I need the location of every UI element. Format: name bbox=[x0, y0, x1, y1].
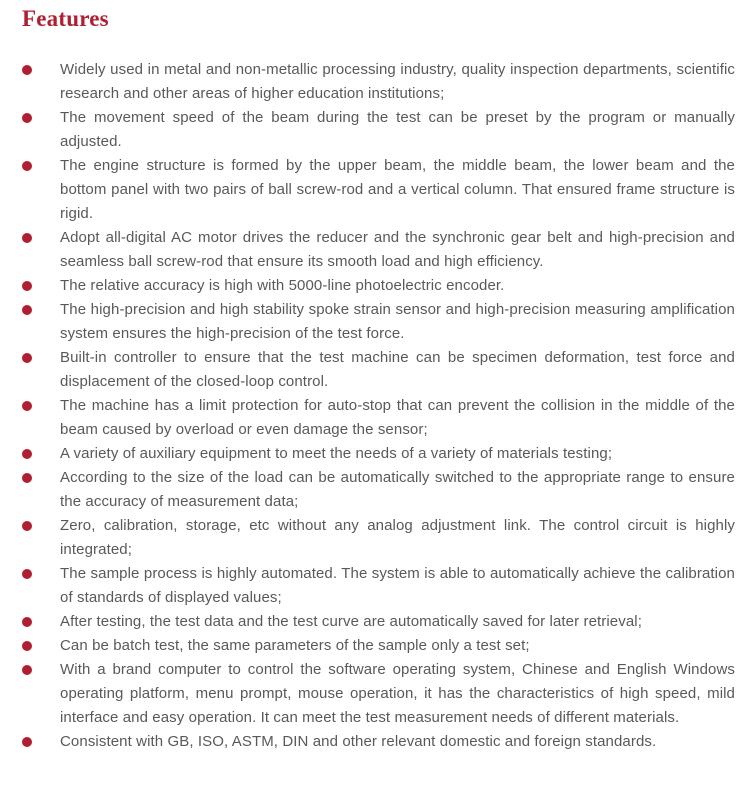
list-item bbox=[22, 226, 735, 274]
bullet-circle-icon bbox=[22, 65, 32, 75]
feature-text: With a brand computer to control the software operating system, Chinese and English Windows operating platform, menu prompt, mouse operation, it has the characteristics of high speed, mild interface and easy operation. It can meet the test measurement needs of different materials. bbox=[60, 661, 735, 726]
feature-text: After testing, the test data and the test curve are automatically saved for later retrieval; bbox=[60, 613, 642, 630]
bullet-circle-icon bbox=[22, 401, 32, 411]
list-item bbox=[22, 58, 735, 106]
feature-text: Can be batch test, the same parameters of the sample only a test set; bbox=[60, 637, 530, 654]
list-item bbox=[22, 442, 735, 466]
page-title: Features bbox=[22, 6, 109, 31]
list-item bbox=[22, 154, 735, 226]
bullet-circle-icon bbox=[22, 161, 32, 171]
bullet-circle-icon bbox=[22, 113, 32, 123]
list-item bbox=[22, 274, 735, 298]
list-item bbox=[22, 346, 735, 394]
list-item bbox=[22, 394, 735, 442]
list-item bbox=[22, 466, 735, 514]
bullet-circle-icon bbox=[22, 521, 32, 531]
bullet-circle-icon bbox=[22, 665, 32, 675]
feature-text: The sample process is highly automated. The system is able to automatically achieve the calibration of standards of displayed values; bbox=[60, 565, 735, 606]
bullet-circle-icon bbox=[22, 449, 32, 459]
bullet-circle-icon bbox=[22, 233, 32, 243]
feature-text: Zero, calibration, storage, etc without any analog adjustment link. The control circuit is highly integrated; bbox=[60, 517, 735, 558]
feature-text: The machine has a limit protection for auto-stop that can prevent the collision in the middle of the beam caused by overload or even damage the sensor; bbox=[60, 397, 735, 438]
bullet-circle-icon bbox=[22, 353, 32, 363]
list-item bbox=[22, 562, 735, 610]
list-item bbox=[22, 610, 735, 634]
feature-text: Adopt all-digital AC motor drives the reducer and the synchronic gear belt and high-precision and seamless ball screw-rod that ensure its smooth load and high efficiency. bbox=[60, 229, 735, 270]
feature-list bbox=[0, 58, 750, 754]
list-item bbox=[22, 106, 735, 154]
bullet-circle-icon bbox=[22, 737, 32, 747]
bullet-circle-icon bbox=[22, 473, 32, 483]
list-item bbox=[22, 514, 735, 562]
feature-text: A variety of auxiliary equipment to meet the needs of a variety of materials testing; bbox=[60, 445, 613, 462]
feature-text: The relative accuracy is high with 5000-line photoelectric encoder. bbox=[60, 277, 505, 294]
feature-text: Consistent with GB, ISO, ASTM, DIN and other relevant domestic and foreign standards. bbox=[60, 733, 657, 750]
bullet-circle-icon bbox=[22, 281, 32, 291]
list-item bbox=[22, 658, 735, 730]
bullet-circle-icon bbox=[22, 617, 32, 627]
feature-text: The engine structure is formed by the upper beam, the middle beam, the lower beam and the bottom panel with two pairs of ball screw-rod and a vertical column. That ensured frame structure is rigid. bbox=[60, 157, 735, 222]
feature-text: The high-precision and high stability spoke strain sensor and high-precision measuring amplification system ensures the high-precision of the test force. bbox=[60, 301, 735, 342]
bullet-circle-icon bbox=[22, 641, 32, 651]
list-item bbox=[22, 298, 735, 346]
bullet-circle-icon bbox=[22, 569, 32, 579]
feature-text: According to the size of the load can be automatically switched to the appropriate range to ensure the accuracy of measurement data; bbox=[60, 469, 735, 510]
bullet-circle-icon bbox=[22, 305, 32, 315]
feature-text: Built-in controller to ensure that the test machine can be specimen deformation, test force and displacement of the closed-loop control. bbox=[60, 349, 735, 390]
feature-text: Widely used in metal and non-metallic processing industry, quality inspection departments, scientific research and other areas of higher education institutions; bbox=[60, 61, 735, 102]
list-item bbox=[22, 634, 735, 658]
list-item bbox=[22, 730, 735, 754]
feature-text: The movement speed of the beam during the test can be preset by the program or manually adjusted. bbox=[60, 109, 735, 150]
